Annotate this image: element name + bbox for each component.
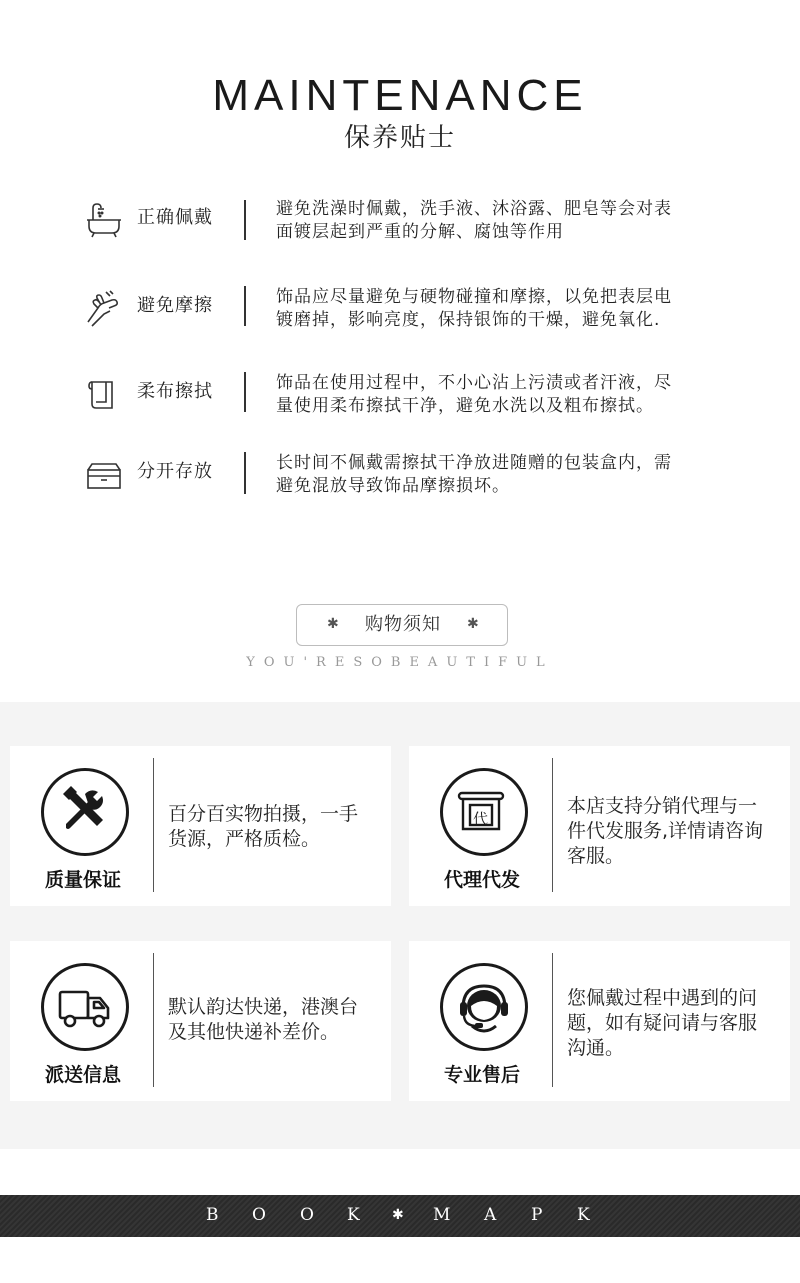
star-icon: ✱ [327, 616, 339, 632]
tip-divider [244, 200, 246, 240]
service-card [10, 941, 391, 1101]
service-card [409, 941, 790, 1101]
tip-item [0, 286, 800, 346]
service-description: 默认韵达快递，港澳台 及其他快递补差价。 [168, 996, 359, 1043]
star-icon: ✱ [467, 616, 479, 632]
tip-label: 避免摩擦 [137, 295, 213, 316]
page-title: MAINTENANCE [212, 71, 588, 120]
bookmark-letter: K [347, 1205, 360, 1225]
service-title: 派送信息 [44, 1064, 121, 1086]
star-icon: ✱ [392, 1207, 404, 1223]
service-card [409, 746, 790, 906]
tip-label: 柔布擦拭 [137, 381, 213, 402]
shopping-notice-banner [296, 604, 508, 646]
service-title: 质量保证 [44, 869, 121, 891]
tip-label: 分开存放 [137, 461, 213, 482]
tip-divider [244, 452, 246, 494]
tip-item [0, 452, 800, 512]
bathtub-icon [84, 200, 124, 240]
tools-icon [41, 768, 129, 856]
service-card [10, 746, 391, 906]
bookmark-letter: B [206, 1205, 219, 1225]
bookmark-letter: O [252, 1205, 266, 1225]
notice-tagline: YOU'RESOBEAUTIFUL [246, 655, 554, 670]
cloth-icon [84, 374, 124, 414]
bookmark-letter: A [484, 1205, 497, 1225]
bookmark-letter: K [577, 1205, 590, 1225]
service-description: 本店支持分销代理与一 件代发服务,详情请咨询 客服。 [567, 795, 764, 867]
service-title: 专业售后 [443, 1064, 520, 1086]
page-subtitle: 保养贴士 [343, 123, 456, 153]
tip-item [0, 198, 800, 258]
delivery-truck-icon [41, 963, 129, 1051]
customer-service-headset-icon [440, 963, 528, 1051]
card-divider [552, 758, 553, 892]
card-divider [552, 953, 553, 1087]
tip-description: 避免洗澡时佩戴，洗手液、沐浴露、肥皂等会对表 面镀层起到严重的分解、腐蚀等作用 [276, 199, 672, 242]
tip-item [0, 372, 800, 432]
card-divider [153, 953, 154, 1087]
notice-title: 购物须知 [365, 614, 441, 635]
tip-description: 饰品应尽量避免与硬物碰撞和摩擦，以免把表层电 镀磨掉，影响亮度，保持银饰的干燥，避免氧化. [276, 287, 672, 330]
box-icon [84, 456, 124, 496]
tip-divider [244, 372, 246, 412]
hand-wipe-icon [84, 288, 124, 328]
tip-divider [244, 286, 246, 326]
service-description: 百分百实物拍摄，一手 货源，严格质检。 [168, 803, 359, 850]
agent-char: 代 [473, 810, 489, 828]
card-divider [153, 758, 154, 892]
bookmark-bar [0, 1195, 800, 1237]
bookmark-letter: O [300, 1205, 314, 1225]
tip-description: 饰品在使用过程中，不小心沾上污渍或者汗液，尽 量使用柔布擦拭干净，避免水洗以及粗布擦拭。 [276, 373, 672, 416]
service-description: 您佩戴过程中遇到的问 题，如有疑问请与客服 沟通。 [567, 987, 758, 1059]
tip-description: 长时间不佩戴需擦拭干净放进随赠的包装盒内，需 避免混放导致饰品摩擦损坏。 [276, 453, 672, 496]
bookmark-letter: P [531, 1205, 543, 1225]
service-title: 代理代发 [443, 869, 520, 891]
tip-label: 正确佩戴 [137, 207, 213, 228]
agent-box-icon [440, 768, 528, 856]
bookmark-letter: M [433, 1205, 451, 1225]
